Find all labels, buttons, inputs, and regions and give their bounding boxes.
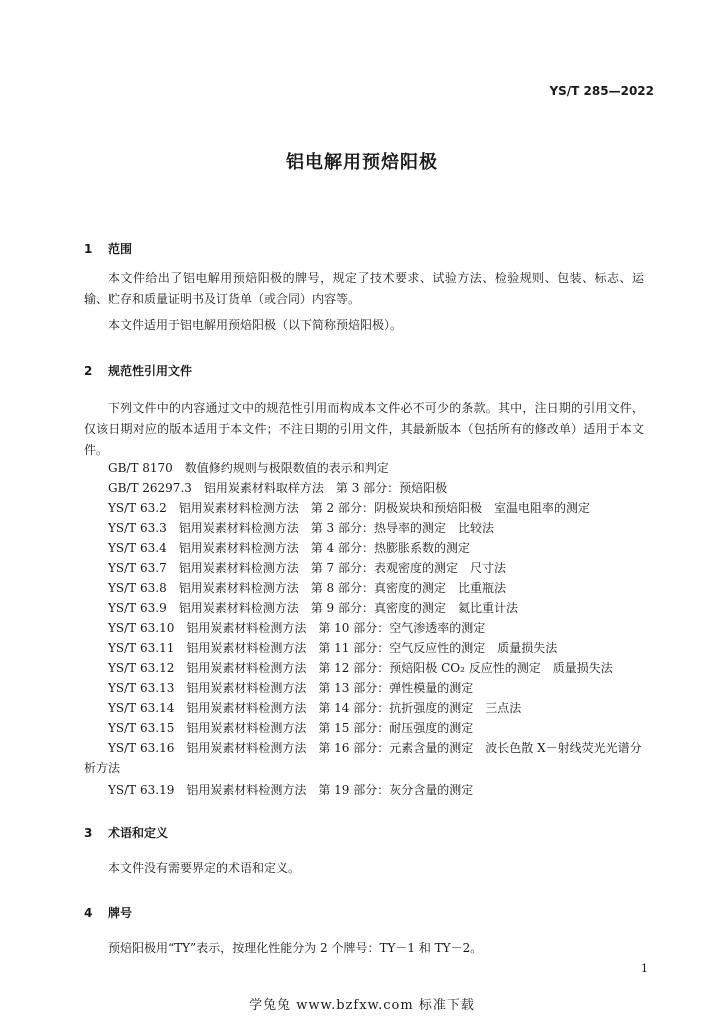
standard-number: YS/T 285—2022 bbox=[549, 84, 654, 98]
reference-item: YS/T 63.8 铝用炭素材料检测方法 第 8 部分：真密度的测定 比重瓶法 bbox=[108, 581, 506, 595]
reference-item: YS/T 63.14 铝用炭素材料检测方法 第 14 部分：抗折强度的测定 三点法 bbox=[108, 701, 522, 715]
reference-item: YS/T 63.13 铝用炭素材料检测方法 第 13 部分：弹性模量的测定 bbox=[108, 681, 474, 695]
document-title: 铝电解用预焙阳极 bbox=[286, 152, 438, 173]
reference-item: YS/T 63.11 铝用炭素材料检测方法 第 11 部分：空气反应性的测定 质量损失法 bbox=[108, 641, 558, 655]
reference-item: GB/T 26297.3 铝用炭素材料取样方法 第 3 部分：预焙阳极 bbox=[108, 481, 448, 495]
section-title: 范围 bbox=[108, 242, 133, 256]
reference-item: YS/T 63.15 铝用炭素材料检测方法 第 15 部分：耐压强度的测定 bbox=[108, 721, 474, 735]
section-title: 规范性引用文件 bbox=[108, 364, 193, 378]
reference-item: GB/T 8170 数值修约规则与极限数值的表示和判定 bbox=[108, 461, 389, 475]
section-number: 1 bbox=[84, 242, 93, 256]
reference-item: YS/T 63.2 铝用炭素材料检测方法 第 2 部分：阴极炭块和预焙阳极 室温电阻率的测定 bbox=[108, 501, 590, 515]
section-heading-grade bbox=[84, 904, 132, 921]
page-number: 1 bbox=[641, 962, 648, 975]
references-intro-paragraph: 下列文件中的内容通过文中的规范性引用而构成本文件必不可少的条款。其中，注日期的引用文件，仅该日期对应的版本适用于本文件；不注日期的引用文件，其最新版本（包括所有的修改单）适用于本文件。 bbox=[84, 401, 644, 457]
reference-item: YS/T 63.16 铝用炭素材料检测方法 第 16 部分：元素含量的测定 波长色散 X－射线荧光光谱分析方法 bbox=[84, 741, 642, 775]
reference-item: YS/T 63.19 铝用炭素材料检测方法 第 19 部分：灰分含量的测定 bbox=[108, 783, 474, 797]
reference-item: YS/T 63.7 铝用炭素材料检测方法 第 7 部分：表观密度的测定 尺寸法 bbox=[108, 561, 506, 575]
reference-item: YS/T 63.4 铝用炭素材料检测方法 第 4 部分：热膨胀系数的测定 bbox=[108, 541, 470, 555]
section-heading-normative-references bbox=[84, 362, 192, 379]
section-number: 3 bbox=[84, 826, 93, 840]
reference-item: YS/T 63.9 铝用炭素材料检测方法 第 9 部分：真密度的测定 氦比重计法 bbox=[108, 601, 518, 615]
section-heading-terms bbox=[84, 824, 168, 841]
section-number: 2 bbox=[84, 364, 93, 378]
section-title: 术语和定义 bbox=[108, 826, 169, 840]
section-number: 4 bbox=[84, 906, 93, 920]
terms-paragraph: 本文件没有需要界定的术语和定义。 bbox=[108, 861, 301, 875]
scope-paragraph-2: 本文件适用于铝电解用预焙阳极（以下简称预焙阳极）。 bbox=[108, 318, 403, 332]
reference-item: YS/T 63.10 铝用炭素材料检测方法 第 10 部分：空气渗透率的测定 bbox=[108, 621, 486, 635]
footer-watermark: 学兔兔 www.bzfxw.com 标准下载 bbox=[249, 998, 475, 1013]
reference-item: YS/T 63.12 铝用炭素材料检测方法 第 12 部分：预焙阳极 CO₂ 反应性的测定 质量损失法 bbox=[108, 661, 613, 675]
reference-item: YS/T 63.3 铝用炭素材料检测方法 第 3 部分：热导率的测定 比较法 bbox=[108, 521, 494, 535]
section-heading-scope bbox=[84, 240, 132, 257]
scope-paragraph-1: 本文件给出了铝电解用预焙阳极的牌号，规定了技术要求、试验方法、检验规则、包装、标志、运输、贮存和质量证明书及订货单（或合同）内容等。 bbox=[84, 271, 644, 306]
grade-paragraph: 预焙阳极用“TY”表示，按理化性能分为 2 个牌号：TY－1 和 TY－2。 bbox=[108, 941, 483, 955]
section-title: 牌号 bbox=[108, 906, 133, 920]
